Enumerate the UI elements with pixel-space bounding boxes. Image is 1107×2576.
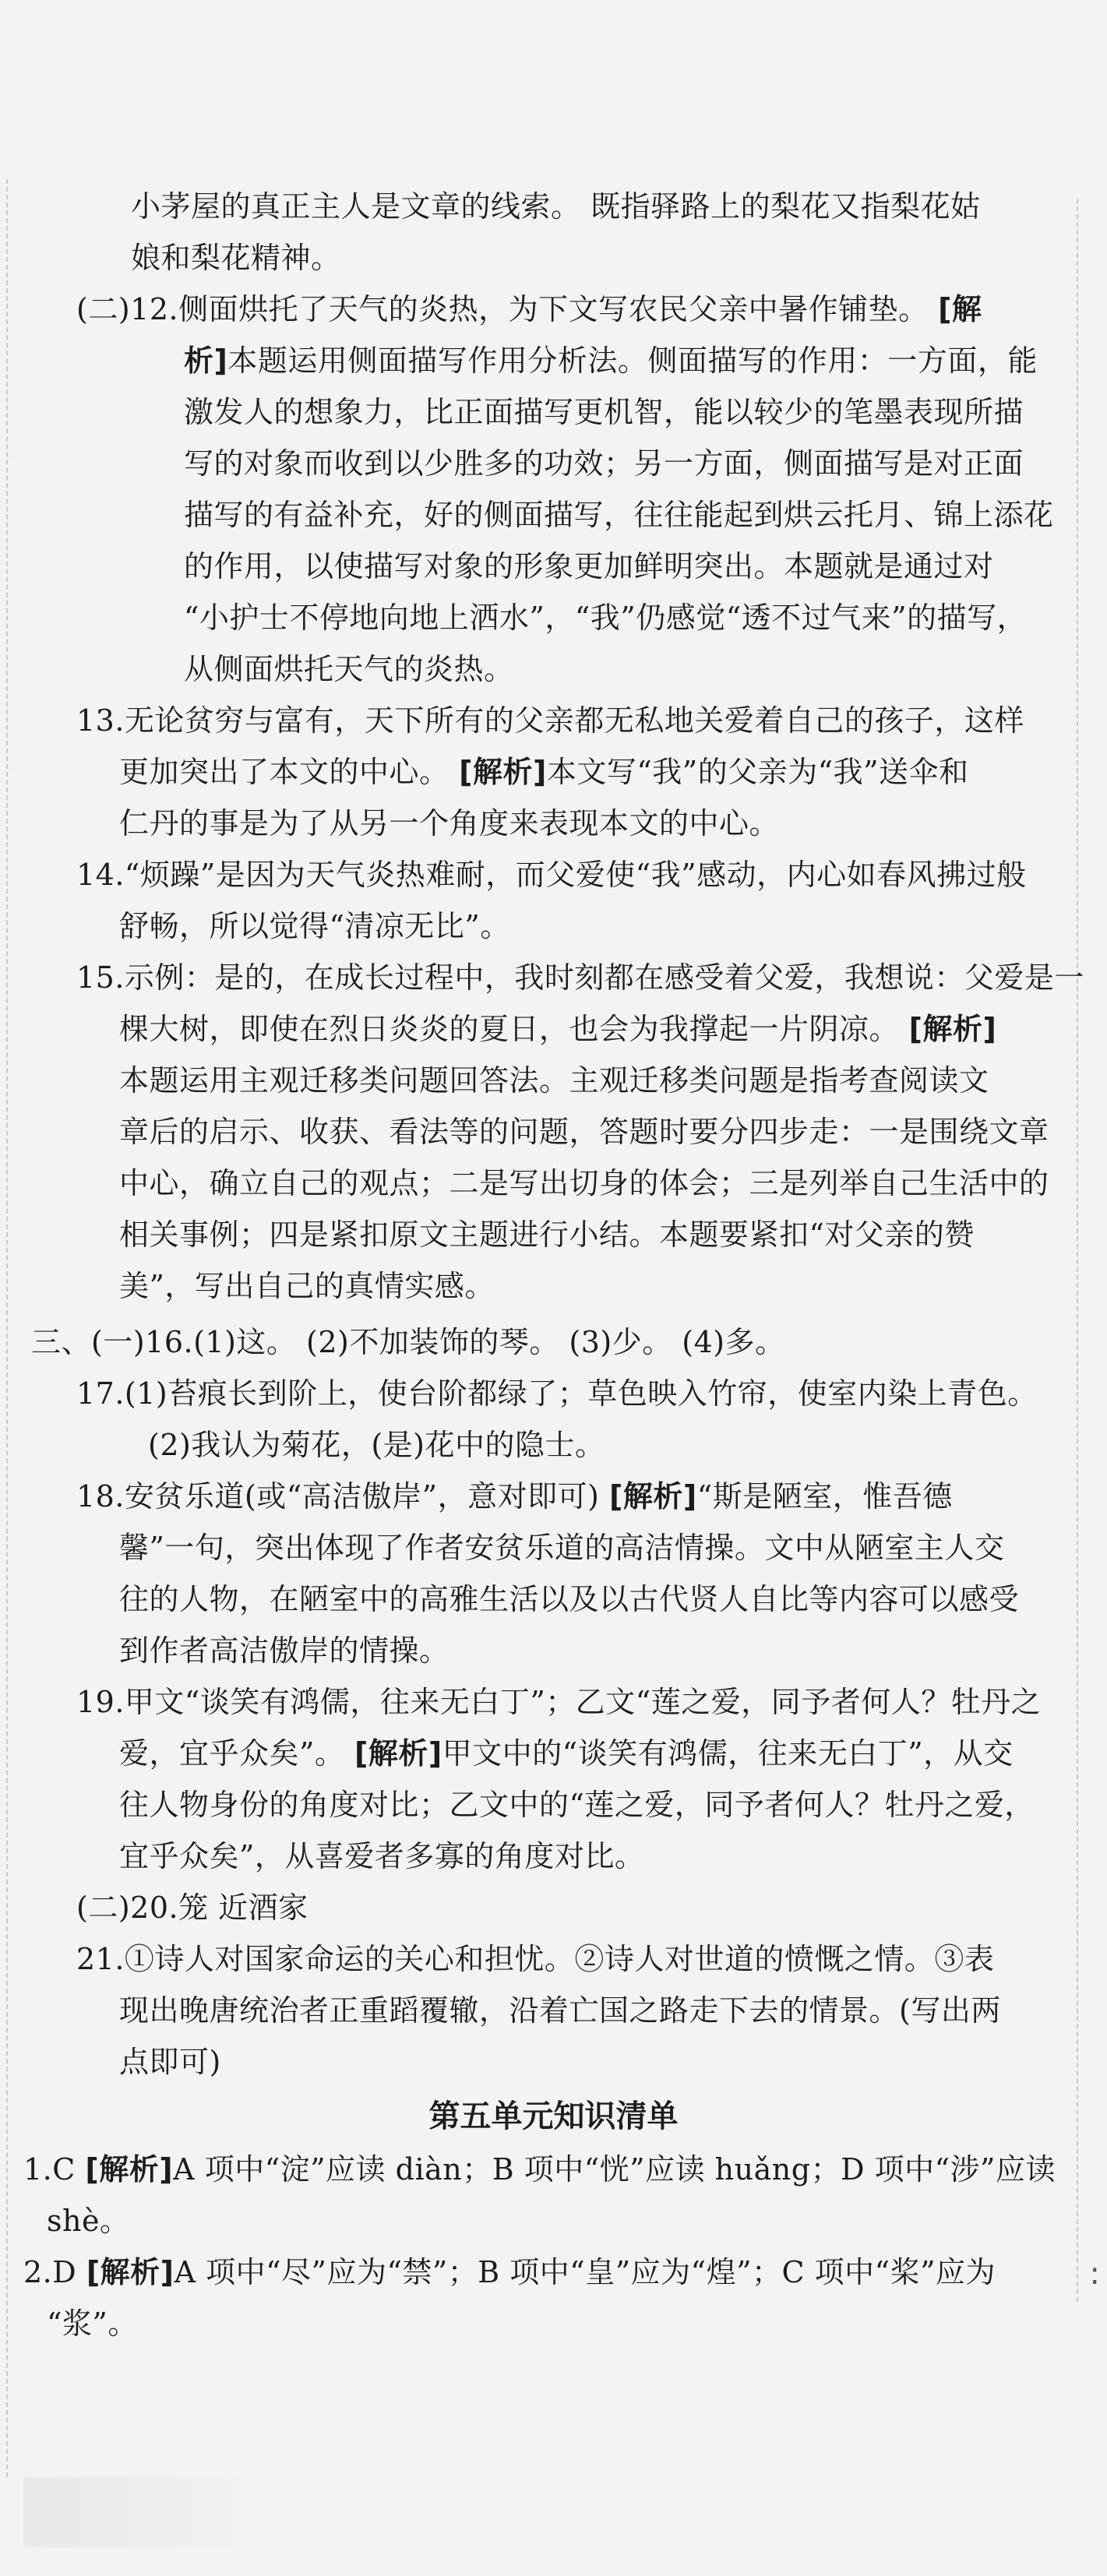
- text-line: 中心，确立自己的观点；二是写出切身的体会；三是列举自己生活中的: [119, 1166, 1049, 1200]
- text-line: 更加突出了本文的中心。 [解析]本文写“我”的父亲为“我”送伞和: [119, 755, 969, 789]
- text-line: 本题运用主观迁移类问题回答法。主观迁移类问题是指考查阅读文: [119, 1063, 989, 1098]
- analysis-tag: [解析]: [459, 755, 547, 789]
- scan-smudge: [23, 2477, 273, 2547]
- text-line: 宜乎众矣”，从喜爱者多寡的角度对比。: [119, 1839, 645, 1873]
- analysis-tag: [解析]: [354, 1736, 442, 1771]
- analysis-tag: [解析]: [609, 1479, 697, 1514]
- text-line: “浆”。: [47, 2306, 138, 2341]
- text-line: 14.“烦躁”是因为天气炎热难耐，而父爱使“我”感动，内心如春风拂过般: [76, 858, 1027, 892]
- text-line: 馨”一句，突出体现了作者安贫乐道的高洁情操。文中从陋室主人交: [119, 1531, 1005, 1565]
- text-line: 19.甲文“谈笑有鸿儒，往来无白丁”；乙文“莲之爱，同予者何人？牡丹之: [76, 1685, 1042, 1719]
- edge-mark: ∶: [1091, 2259, 1099, 2295]
- analysis-tag: [解: [938, 292, 982, 326]
- text-line: 章后的启示、收获、看法等的问题，答题时要分四步走：一是围绕文章: [119, 1115, 1049, 1149]
- text-line: 点即可): [119, 2045, 221, 2079]
- text-line: 1.C [解析]A 项中“淀”应读 diàn；B 项中“恍”应读 huǎng；D 项中“涉”应读: [23, 2152, 1056, 2187]
- text-line: 现出晚唐统治者正重蹈覆辙，沿着亡国之路走下去的情景。(写出两: [119, 1993, 1001, 2028]
- text-line: (2)我认为菊花，(是)花中的隐士。: [148, 1428, 605, 1462]
- text-line: 到作者高洁傲岸的情操。: [119, 1633, 449, 1668]
- text-line: 往人物身份的角度对比；乙文中的“莲之爱，同予者何人？牡丹之爱，: [119, 1788, 1035, 1822]
- text-line: 仁丹的事是为了从另一个角度来表现本文的中心。: [119, 806, 780, 840]
- text-line: 往的人物，在陋室中的高雅生活以及以古代贤人自比等内容可以感受: [119, 1582, 1020, 1616]
- text-line: 娘和梨花精神。: [131, 241, 341, 275]
- text-line: “小护士不停地向地上洒水”，“我”仍感觉“透不过气来”的描写，: [184, 601, 1028, 635]
- binding-edge-right: [1077, 199, 1078, 2302]
- text-line: 18.安贫乐道(或“高洁傲岸”，意对即可) [解析]“斯是陋室，惟吾德: [76, 1479, 953, 1514]
- text-line: 爱，宜乎众矣”。 [解析]甲文中的“谈笑有鸿儒，往来无白丁”，从交: [119, 1736, 1014, 1771]
- text-line: shè。: [47, 2204, 130, 2238]
- text-line: 从侧面烘托天气的炎热。: [184, 652, 514, 686]
- text-line: 小茅屋的真正主人是文章的线索。 既指驿路上的梨花又指梨花姑: [131, 189, 981, 224]
- analysis-tag: 析]: [184, 344, 228, 378]
- text-line: 描写的有益补充，好的侧面描写，往往能起到烘云托月、锦上添花: [184, 498, 1054, 532]
- text-line: 三、(一)16.(1)这。 (2)不加装饰的琴。 (3)少。 (4)多。: [31, 1325, 785, 1359]
- text-line: 激发人的想象力，比正面描写更机智，能以较少的笔墨表现所描: [184, 395, 1024, 429]
- text-line: 15.示例：是的，在成长过程中，我时刻都在感受着父爱，我想说：父爱是一: [76, 960, 1084, 995]
- text-line: 21.①诗人对国家命运的关心和担忧。②诗人对世道的愤慨之情。③表: [76, 1942, 995, 1976]
- analysis-tag: [解析]: [85, 2152, 174, 2187]
- text-line: 写的对象而收到以少胜多的功效；另一方面，侧面描写是对正面: [184, 446, 1024, 481]
- text-line: 13.无论贫穷与富有，天下所有的父亲都无私地关爱着自己的孩子，这样: [76, 703, 1024, 738]
- analysis-tag: [解析]: [908, 1012, 997, 1046]
- analysis-tag: [解析]: [86, 2255, 175, 2289]
- text-line: 相关事例；四是紧扣原文主题进行小结。本题要紧扣“对父亲的赞: [119, 1218, 975, 1252]
- section-heading: 第五单元知识清单: [428, 2098, 679, 2134]
- text-line: 美”，写出自己的真情实感。: [119, 1269, 495, 1303]
- text-line: 17.(1)苔痕长到阶上，使台阶都绿了；草色映入竹帘，使室内染上青色。: [76, 1376, 1038, 1411]
- text-line: 棵大树，即使在烈日炎炎的夏日，也会为我撑起一片阴凉。 [解析]: [119, 1012, 997, 1046]
- text-line: (二)12.侧面烘托了天气的炎热，为下文写农民父亲中暑作铺垫。 [解: [76, 292, 982, 326]
- text-line: (二)20.笼 近酒家: [76, 1891, 308, 1925]
- text-line: 2.D [解析]A 项中“尽”应为“禁”；B 项中“皇”应为“煌”；C 项中“桨”应为: [23, 2255, 996, 2289]
- text-line: 析]本题运用侧面描写作用分析法。侧面描写的作用：一方面，能: [184, 344, 1038, 378]
- text-line: 舒畅，所以觉得“清凉无比”。: [119, 909, 510, 943]
- text-line: 的作用，以使描写对象的形象更加鲜明突出。本题就是通过对: [184, 549, 994, 583]
